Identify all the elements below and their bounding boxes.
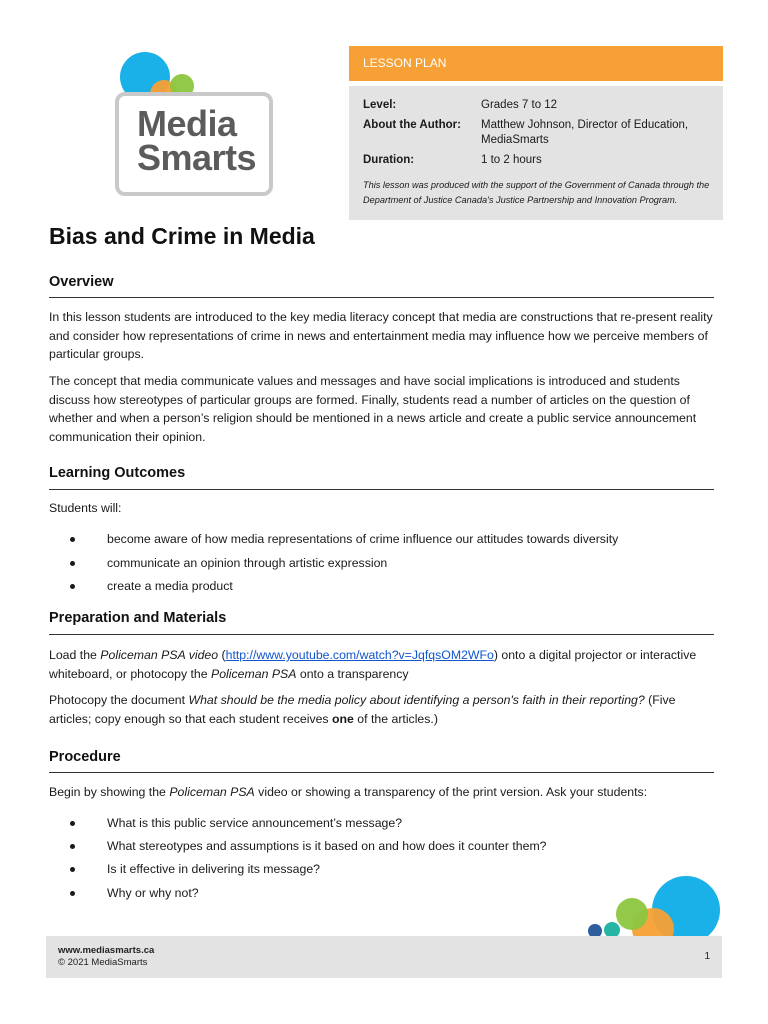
policeman-psa-title: Policeman PSA [169, 785, 255, 799]
outcomes-intro: Students will: [49, 501, 122, 515]
preparation-paragraph-1: Load the Policeman PSA video (http://www.youtube.com/watch?v=JqfqsOM2WFo) onto a digital projector or interactive whiteboard, or photocopy the Policeman PSA onto a transparency [49, 648, 697, 681]
author-label: About the Author: [363, 119, 461, 131]
lesson-plan-header [349, 46, 723, 81]
logo-word-media: Media [137, 103, 237, 144]
bullet-dot [70, 844, 75, 849]
decor-teal-dot [604, 922, 620, 936]
outcome-item: communicate an opinion through artistic expression [107, 556, 388, 570]
bullet-dot [70, 561, 75, 566]
procedure-rule [49, 772, 714, 773]
preparation-heading: Preparation and Materials [49, 610, 227, 626]
duration-value: 1 to 2 hours [481, 154, 542, 166]
footer-copyright: © 2021 MediaSmarts [58, 957, 148, 968]
bullet-dot [70, 537, 75, 542]
preparation-paragraph-2: Photocopy the document What should be the media policy about identifying a person's faith in their reporting? (Five articles; copy enough so that each student receives one of the articles.) [49, 693, 676, 726]
outcome-item: create a media product [107, 579, 233, 593]
page-number: 1 [704, 951, 710, 962]
mediasmarts-logo [112, 50, 272, 196]
duration-label: Duration: [363, 154, 415, 166]
outcomes-rule [49, 489, 714, 490]
bullet-dot [70, 584, 75, 589]
author-row [363, 118, 709, 148]
overview-heading: Overview [49, 274, 114, 290]
bullet-dot [70, 867, 75, 872]
footer-website: www.mediasmarts.ca [58, 945, 155, 956]
emphasis-one: one [332, 711, 354, 726]
bullet-dot [70, 891, 75, 896]
overview-paragraph-1: In this lesson students are introduced to the key media literacy concept that media are constructions that re-present reality and consider how representations of crime in news and entertainment media may influence how we perceive members of particular groups. [49, 310, 713, 361]
decor-green-circle [616, 898, 648, 930]
preparation-rule [49, 634, 714, 635]
procedure-question: What is this public service announcement’s message? [107, 816, 403, 830]
page-footer [46, 936, 722, 978]
page-title: Bias and Crime in Media [49, 223, 315, 249]
procedure-paragraph: Begin by showing the Policeman PSA video or showing a transparency of the print version. Ask your students: [49, 785, 648, 799]
duration-row [363, 153, 709, 168]
procedure-question: What stereotypes and assumptions is it based on and how does it counter them? [107, 839, 547, 853]
level-value: Grades 7 to 12 [481, 99, 558, 111]
outcome-item: become aware of how media representations of crime influence our attitudes towards diversity [107, 532, 619, 546]
policeman-psa-title: Policeman PSA [211, 666, 297, 681]
procedure-heading: Procedure [49, 749, 121, 765]
level-label: Level: [363, 99, 397, 111]
level-row [363, 98, 709, 113]
procedure-question: Why or why not? [107, 886, 199, 900]
lesson-info-box [349, 86, 723, 220]
outcomes-heading: Learning Outcomes [49, 465, 186, 481]
logo-frame [115, 92, 273, 196]
author-value: Matthew Johnson, Director of Education, MediaSmarts [481, 119, 689, 146]
document-title: What should be the media policy about identifying a person's faith in their reporting? [188, 693, 645, 707]
overview-paragraph-2: The concept that media communicate values and messages and have social implications is introduced and students discuss how stereotypes of particular groups are formed. Finally, students read a number of articles on the question of whether and when a person’s religion should be mentioned in a news article and create a public service announcement communication their opinion. [49, 374, 697, 444]
procedure-question: Is it effective in delivering its message? [107, 862, 321, 876]
decorative-circles [580, 872, 722, 936]
policeman-psa-video-title: Policeman PSA video [100, 648, 219, 662]
logo-word-smarts: Smarts [137, 137, 257, 178]
youtube-link[interactable]: http://www.youtube.com/watch?v=JqfqsOM2WFo [225, 648, 494, 662]
funding-note: This lesson was produced with the support of the Government of Canada through the Department of Justice Canada's Justice Partnership and Innovation Program. [363, 180, 710, 205]
lesson-plan-title: LESSON PLAN [363, 56, 447, 70]
overview-rule [49, 297, 714, 298]
bullet-dot [70, 821, 75, 826]
decor-navy-dot [588, 924, 602, 936]
